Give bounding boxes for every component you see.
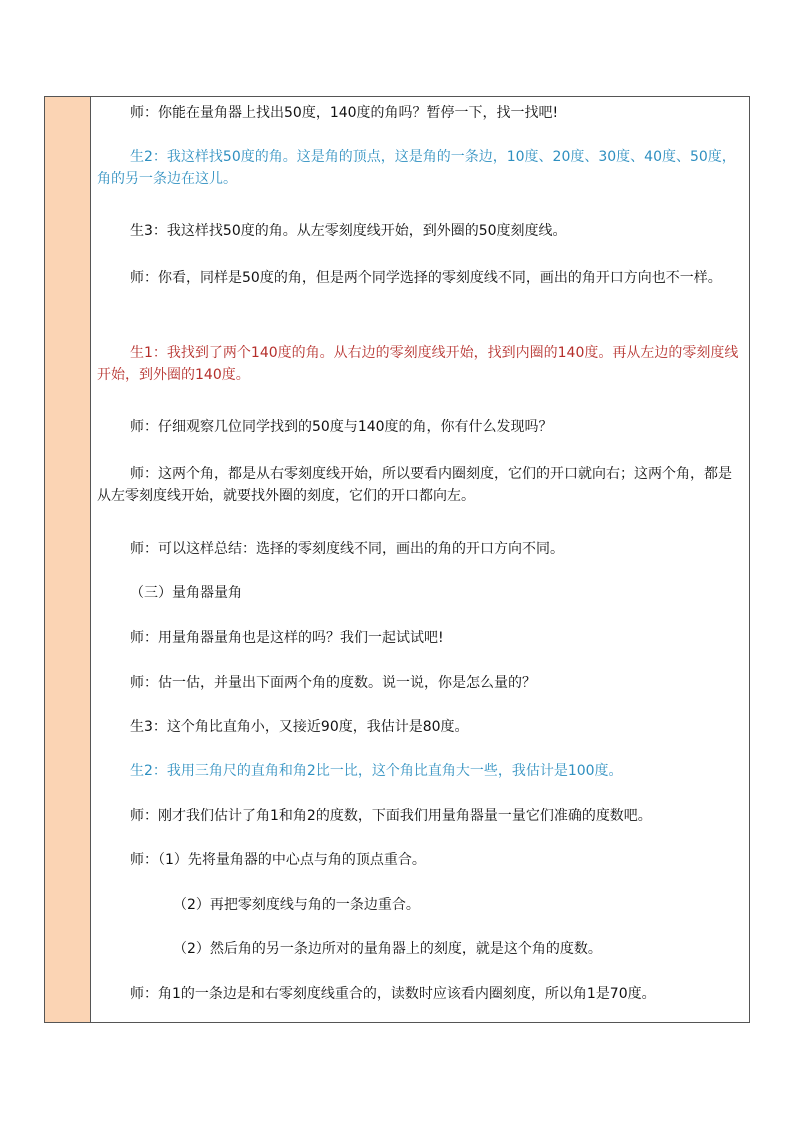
paragraph-16: （2）然后角的另一条边所对的量角器上的刻度，就是这个角的度数。 bbox=[173, 941, 602, 957]
paragraph-15: （2）再把零刻度线与角的一条边重合。 bbox=[173, 897, 420, 913]
lesson-table bbox=[44, 96, 750, 1023]
paragraph-5: 生1：我找到了两个140度的角。从右边的零刻度线开始，找到内圈的140度。再从左边的零刻度线开始，到外圈的140度。 bbox=[97, 345, 739, 383]
paragraph-8: 师：可以这样总结：选择的零刻度线不同，画出的角的开口方向不同。 bbox=[130, 541, 564, 557]
paragraph-3: 生3：我这样找50度的角。从左零刻度线开始，到外圈的50度刻度线。 bbox=[130, 223, 567, 239]
paragraph-13: 师：刚才我们估计了角1和角2的度数，下面我们用量角器量一量它们准确的度数吧。 bbox=[130, 808, 652, 824]
paragraph-4: 师：你看，同样是50度的角，但是两个同学选择的零刻度线不同，画出的角开口方向也不一样。 bbox=[130, 270, 722, 286]
paragraph-11: 生3：这个角比直角小，又接近90度，我估计是80度。 bbox=[130, 719, 469, 735]
paragraph-2: 生2：我这样找50度的角。这是角的顶点，这是角的一条边，10度、20度、30度、40度、50度，角的另一条边在这儿。 bbox=[97, 149, 736, 187]
section-heading: （三）量角器量角 bbox=[130, 585, 242, 601]
paragraph-12: 生2：我用三角尺的直角和角2比一比，这个角比直角大一些，我估计是100度。 bbox=[130, 763, 623, 779]
paragraph-7: 师：这两个角，都是从右零刻度线开始，所以要看内圈刻度，它们的开口就向右；这两个角，都是从左零刻度线开始，就要找外圈的刻度，它们的开口都向左。 bbox=[97, 466, 732, 504]
paragraph-9: 师：用量角器量角也是这样的吗？我们一起试试吧! bbox=[130, 630, 444, 646]
paragraph-14: 师：（1）先将量角器的中心点与角的顶点重合。 bbox=[130, 852, 426, 868]
paragraph-17: 师：角1的一条边是和右零刻度线重合的，读数时应该看内圈刻度，所以角1是70度。 bbox=[130, 986, 656, 1002]
side-column bbox=[45, 97, 91, 1022]
paragraph-1: 师：你能在量角器上找出50度，140度的角吗？暂停一下，找一找吧! bbox=[130, 105, 559, 121]
paragraph-10: 师：估一估，并量出下面两个角的度数。说一说，你是怎么量的？ bbox=[130, 675, 536, 691]
content-cell bbox=[91, 97, 749, 1022]
paragraph-6: 师：仔细观察几位同学找到的50度与140度的角，你有什么发现吗？ bbox=[130, 419, 553, 435]
